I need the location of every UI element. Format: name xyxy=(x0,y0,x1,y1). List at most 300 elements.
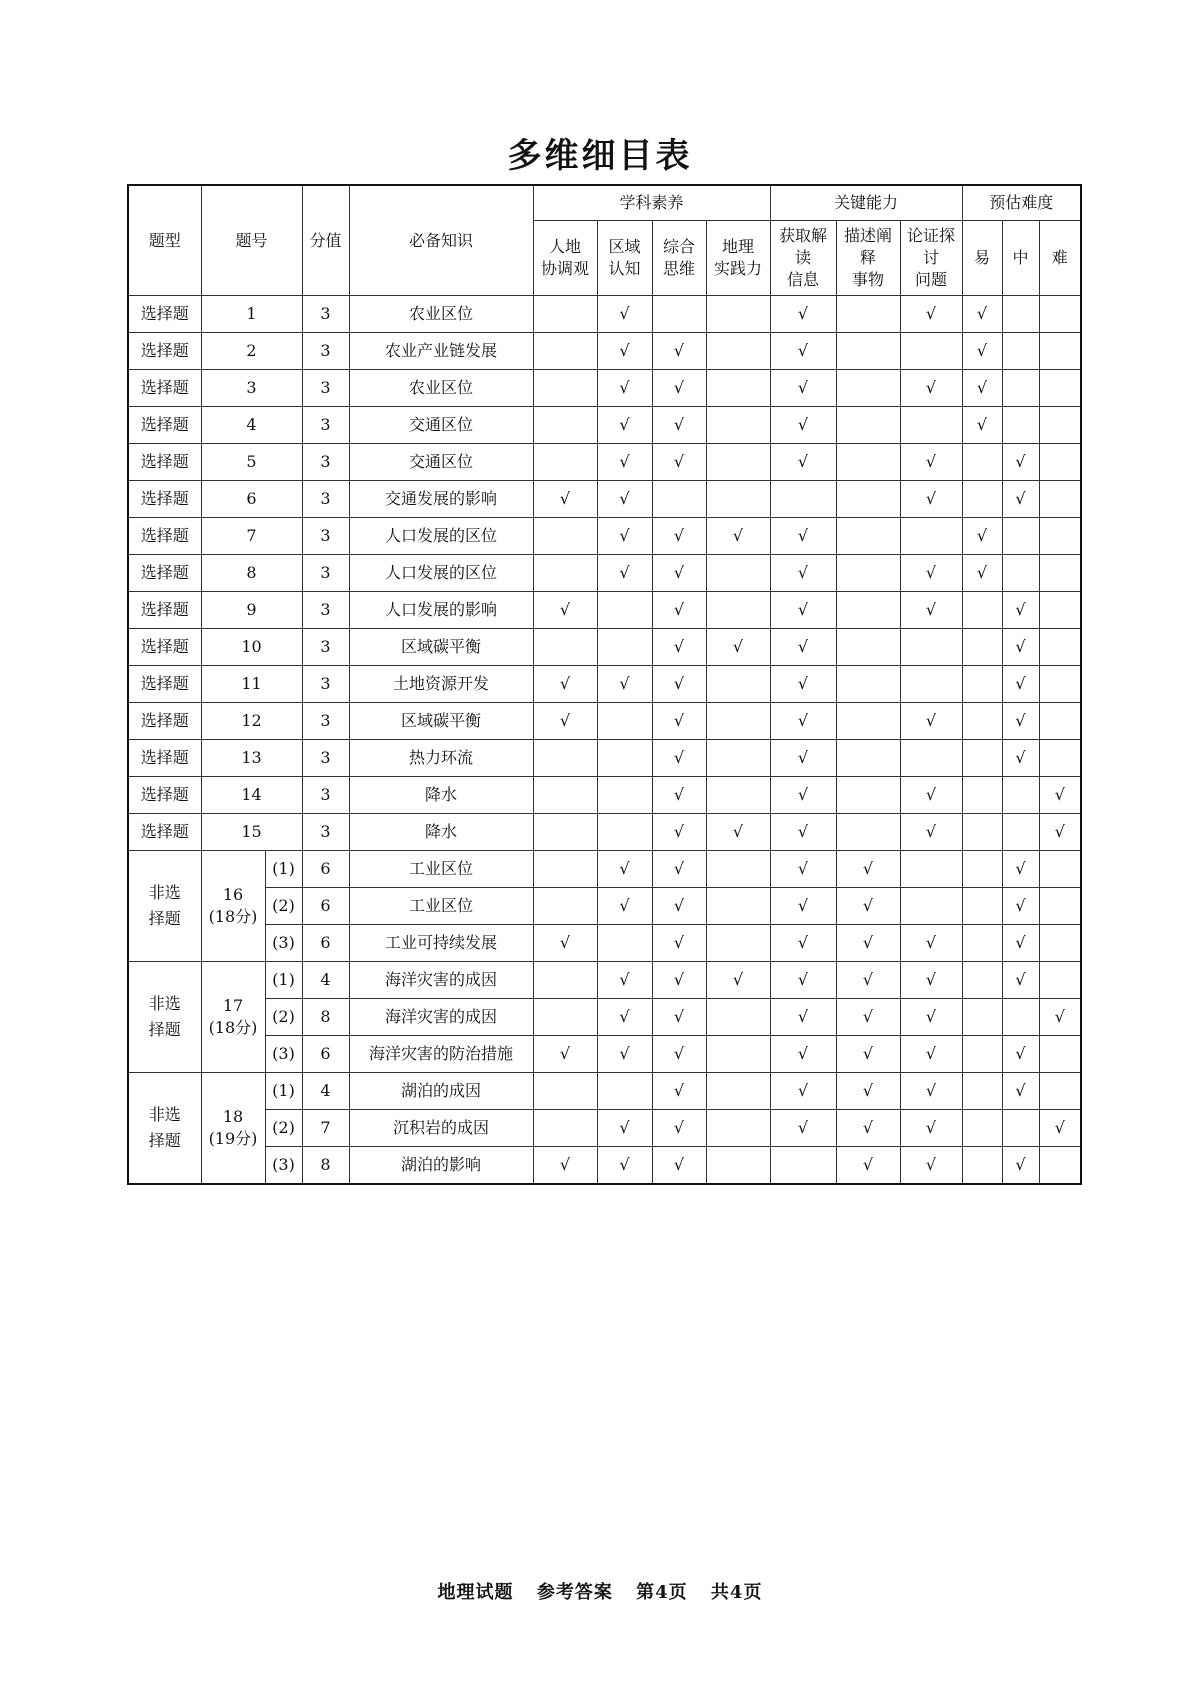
check-cell xyxy=(962,296,1002,333)
question-type: 选择题 xyxy=(128,814,201,851)
check-mark: √ xyxy=(862,859,874,878)
check-cell xyxy=(1039,740,1081,777)
check-cell xyxy=(652,925,706,962)
check-cell xyxy=(836,888,900,925)
check-cell xyxy=(652,666,706,703)
question-number xyxy=(201,851,265,962)
check-cell xyxy=(706,666,770,703)
table-row xyxy=(128,851,1081,888)
question-score: 3 xyxy=(302,518,349,555)
check-mark: √ xyxy=(1015,933,1026,952)
check-cell xyxy=(706,407,770,444)
check-cell xyxy=(900,1073,962,1110)
check-cell xyxy=(962,888,1002,925)
question-score: 4 xyxy=(302,962,349,999)
check-mark: √ xyxy=(976,563,988,582)
table-row xyxy=(128,740,1081,777)
check-cell xyxy=(900,999,962,1036)
check-cell xyxy=(900,518,962,555)
check-cell xyxy=(652,407,706,444)
check-cell xyxy=(706,962,770,999)
table-row xyxy=(128,629,1081,666)
check-mark: √ xyxy=(673,785,685,804)
spec-table xyxy=(127,184,1082,1185)
check-mark: √ xyxy=(673,1118,685,1137)
check-cell xyxy=(1039,555,1081,592)
table-row xyxy=(128,962,1081,999)
table-row xyxy=(128,333,1081,370)
check-mark: √ xyxy=(925,489,937,508)
question-knowledge: 湖泊的影响 xyxy=(349,1147,533,1185)
question-type: 选择题 xyxy=(128,296,201,333)
check-cell xyxy=(533,518,597,555)
check-cell xyxy=(597,962,652,999)
check-mark: √ xyxy=(925,1081,937,1100)
check-mark: √ xyxy=(925,711,937,730)
check-cell xyxy=(533,407,597,444)
check-cell xyxy=(836,444,900,481)
check-cell xyxy=(900,481,962,518)
check-cell xyxy=(706,1073,770,1110)
question-knowledge: 人口发展的影响 xyxy=(349,592,533,629)
table-row xyxy=(128,555,1081,592)
check-mark: √ xyxy=(619,341,630,360)
check-cell xyxy=(652,296,706,333)
check-mark: √ xyxy=(797,674,809,693)
check-cell xyxy=(770,1073,836,1110)
check-cell xyxy=(1039,592,1081,629)
header-group-difficulty: 预估难度 xyxy=(962,185,1081,221)
question-score: 6 xyxy=(302,1036,349,1073)
question-type: 选择题 xyxy=(128,370,201,407)
check-cell xyxy=(1039,1073,1081,1110)
question-number-label: 17 xyxy=(222,996,244,1015)
header-subcol-regional xyxy=(597,221,652,296)
check-cell xyxy=(770,740,836,777)
check-cell xyxy=(652,888,706,925)
check-mark: √ xyxy=(797,378,809,397)
check-mark: √ xyxy=(797,1044,809,1063)
header-line: 认知 xyxy=(608,259,641,278)
question-knowledge: 海洋灾害的成因 xyxy=(349,999,533,1036)
check-cell xyxy=(533,999,597,1036)
check-mark: √ xyxy=(619,970,630,989)
check-cell xyxy=(962,407,1002,444)
check-mark: √ xyxy=(732,637,744,656)
page-footer xyxy=(0,1578,1200,1604)
check-mark: √ xyxy=(925,452,937,471)
footer-doc: 参考答案 xyxy=(536,1582,613,1603)
check-cell xyxy=(533,296,597,333)
check-cell xyxy=(706,1036,770,1073)
check-cell xyxy=(770,888,836,925)
footer-subject: 地理试题 xyxy=(437,1582,514,1603)
check-cell xyxy=(652,740,706,777)
question-score: 6 xyxy=(302,925,349,962)
check-mark: √ xyxy=(673,563,685,582)
question-type: 选择题 xyxy=(128,666,201,703)
check-cell xyxy=(533,333,597,370)
check-cell xyxy=(652,1036,706,1073)
check-cell xyxy=(962,1036,1002,1073)
check-mark: √ xyxy=(673,341,685,360)
question-type: 选择题 xyxy=(128,592,201,629)
check-cell xyxy=(1002,962,1039,999)
question-knowledge: 沉积岩的成因 xyxy=(349,1110,533,1147)
check-cell xyxy=(962,814,1002,851)
check-cell xyxy=(1002,814,1039,851)
check-cell xyxy=(836,703,900,740)
check-cell xyxy=(836,814,900,851)
check-mark: √ xyxy=(1015,859,1026,878)
question-knowledge: 海洋灾害的成因 xyxy=(349,962,533,999)
check-cell xyxy=(706,777,770,814)
check-cell xyxy=(652,703,706,740)
question-score: 6 xyxy=(302,851,349,888)
check-cell xyxy=(836,592,900,629)
check-cell xyxy=(597,481,652,518)
check-cell xyxy=(1039,851,1081,888)
question-number: 9 xyxy=(201,592,302,629)
check-mark: √ xyxy=(925,563,937,582)
check-cell xyxy=(836,1073,900,1110)
check-mark: √ xyxy=(797,1118,809,1137)
sub-question: (1) xyxy=(265,1073,302,1110)
check-cell xyxy=(597,740,652,777)
question-score: 3 xyxy=(302,777,349,814)
question-score: 8 xyxy=(302,1147,349,1185)
page-title: 多维细目表 xyxy=(507,136,693,176)
question-type xyxy=(128,851,201,962)
check-mark: √ xyxy=(619,1007,630,1026)
check-cell xyxy=(1039,703,1081,740)
question-knowledge: 降水 xyxy=(349,777,533,814)
table-row xyxy=(128,999,1081,1036)
check-cell xyxy=(1002,296,1039,333)
check-cell xyxy=(597,814,652,851)
check-mark: √ xyxy=(619,489,630,508)
check-mark: √ xyxy=(673,674,685,693)
question-number: 13 xyxy=(201,740,302,777)
check-cell xyxy=(1039,814,1081,851)
check-cell xyxy=(706,481,770,518)
check-cell xyxy=(836,777,900,814)
table-row xyxy=(128,1036,1081,1073)
check-mark: √ xyxy=(976,341,988,360)
check-mark: √ xyxy=(797,859,809,878)
check-cell xyxy=(533,666,597,703)
table-row xyxy=(128,814,1081,851)
check-mark: √ xyxy=(1015,637,1026,656)
check-cell xyxy=(900,814,962,851)
check-cell xyxy=(1002,1147,1039,1185)
check-cell xyxy=(597,444,652,481)
check-cell xyxy=(1039,666,1081,703)
check-mark: √ xyxy=(925,970,937,989)
question-score: 6 xyxy=(302,888,349,925)
question-type-label: 非选择题 xyxy=(148,994,181,1039)
question-score: 7 xyxy=(302,1110,349,1147)
check-cell xyxy=(770,703,836,740)
header-line: 实践力 xyxy=(714,259,763,278)
check-cell xyxy=(770,1147,836,1185)
check-cell xyxy=(1002,1073,1039,1110)
question-score: 3 xyxy=(302,333,349,370)
check-cell xyxy=(652,481,706,518)
header-subcol-argue xyxy=(900,221,962,296)
header-line: 事物 xyxy=(852,270,885,289)
question-knowledge: 交通区位 xyxy=(349,407,533,444)
check-mark: √ xyxy=(797,600,809,619)
check-cell xyxy=(533,1147,597,1185)
check-cell xyxy=(533,777,597,814)
header-subcol-practice xyxy=(706,221,770,296)
check-mark: √ xyxy=(619,859,630,878)
check-cell xyxy=(533,814,597,851)
question-type: 选择题 xyxy=(128,407,201,444)
question-number xyxy=(201,1073,265,1185)
question-number: 2 xyxy=(201,333,302,370)
sub-question: (3) xyxy=(265,925,302,962)
check-cell xyxy=(962,962,1002,999)
question-points-label: (19分) xyxy=(208,1129,258,1148)
check-cell xyxy=(962,925,1002,962)
check-cell xyxy=(1002,1110,1039,1147)
check-cell xyxy=(652,1110,706,1147)
check-mark: √ xyxy=(862,1044,874,1063)
check-mark: √ xyxy=(1054,785,1065,804)
check-cell xyxy=(652,814,706,851)
check-cell xyxy=(652,851,706,888)
check-mark: √ xyxy=(673,711,685,730)
check-mark: √ xyxy=(797,1007,809,1026)
question-score: 4 xyxy=(302,1073,349,1110)
check-cell xyxy=(900,740,962,777)
sub-question: (2) xyxy=(265,888,302,925)
question-knowledge: 工业可持续发展 xyxy=(349,925,533,962)
header-type: 题型 xyxy=(128,185,201,296)
check-cell xyxy=(1002,481,1039,518)
check-cell xyxy=(597,370,652,407)
check-cell xyxy=(836,481,900,518)
check-mark: √ xyxy=(1015,1081,1026,1100)
check-cell xyxy=(962,444,1002,481)
question-number: 4 xyxy=(201,407,302,444)
check-cell xyxy=(652,444,706,481)
check-mark: √ xyxy=(797,785,809,804)
check-cell xyxy=(1002,444,1039,481)
check-cell xyxy=(1039,407,1081,444)
question-type xyxy=(128,1073,201,1185)
question-number xyxy=(201,962,265,1073)
check-cell xyxy=(1002,370,1039,407)
check-cell xyxy=(1002,851,1039,888)
table-row xyxy=(128,518,1081,555)
check-cell xyxy=(1002,333,1039,370)
question-points-label: (18分) xyxy=(208,1018,258,1037)
check-cell xyxy=(1002,777,1039,814)
question-number: 11 xyxy=(201,666,302,703)
check-mark: √ xyxy=(559,933,571,952)
table-row xyxy=(128,777,1081,814)
check-mark: √ xyxy=(976,526,988,545)
table-row xyxy=(128,666,1081,703)
check-cell xyxy=(533,555,597,592)
header-line: 信息 xyxy=(787,270,820,289)
check-mark: √ xyxy=(862,1081,874,1100)
header-group-literacy: 学科素养 xyxy=(533,185,770,221)
check-cell xyxy=(900,407,962,444)
check-cell xyxy=(900,333,962,370)
check-cell xyxy=(962,518,1002,555)
check-cell xyxy=(597,555,652,592)
check-mark: √ xyxy=(797,637,809,656)
check-cell xyxy=(533,444,597,481)
header-knowledge: 必备知识 xyxy=(349,185,533,296)
check-cell xyxy=(652,1073,706,1110)
header-line: 思维 xyxy=(663,259,696,278)
table-row xyxy=(128,407,1081,444)
question-type: 选择题 xyxy=(128,444,201,481)
check-cell xyxy=(652,777,706,814)
header-line: 获取解读 xyxy=(779,226,828,267)
header-line: 论证探讨 xyxy=(907,226,956,267)
check-mark: √ xyxy=(925,822,937,841)
check-mark: √ xyxy=(925,785,937,804)
check-mark: √ xyxy=(797,563,809,582)
table-row xyxy=(128,1073,1081,1110)
check-cell xyxy=(1002,629,1039,666)
sub-question: (1) xyxy=(265,851,302,888)
check-mark: √ xyxy=(797,1081,809,1100)
check-cell xyxy=(770,407,836,444)
check-mark: √ xyxy=(925,1007,937,1026)
sub-question: (3) xyxy=(265,1036,302,1073)
check-cell xyxy=(652,333,706,370)
check-cell xyxy=(533,1073,597,1110)
check-mark: √ xyxy=(673,896,685,915)
header-subcol-easy: 易 xyxy=(962,221,1002,296)
check-cell xyxy=(1002,703,1039,740)
check-cell xyxy=(1039,962,1081,999)
check-mark: √ xyxy=(925,933,937,952)
question-score: 3 xyxy=(302,296,349,333)
check-cell xyxy=(770,1036,836,1073)
check-cell xyxy=(597,1147,652,1185)
question-number-label: 18 xyxy=(222,1107,244,1126)
check-cell xyxy=(962,1110,1002,1147)
question-score: 3 xyxy=(302,370,349,407)
check-mark: √ xyxy=(619,1155,630,1174)
check-mark: √ xyxy=(797,748,809,767)
check-mark: √ xyxy=(862,1007,874,1026)
question-score: 3 xyxy=(302,555,349,592)
check-cell xyxy=(597,629,652,666)
check-mark: √ xyxy=(862,933,874,952)
check-cell xyxy=(962,1147,1002,1185)
check-cell xyxy=(900,703,962,740)
check-cell xyxy=(706,518,770,555)
check-cell xyxy=(706,1147,770,1185)
question-number-label: 16 xyxy=(222,885,244,904)
question-score: 3 xyxy=(302,444,349,481)
check-cell xyxy=(597,1036,652,1073)
question-number: 15 xyxy=(201,814,302,851)
question-score: 3 xyxy=(302,814,349,851)
check-mark: √ xyxy=(976,415,988,434)
header-line: 协调观 xyxy=(541,259,590,278)
check-cell xyxy=(706,1110,770,1147)
check-cell xyxy=(533,370,597,407)
question-knowledge: 湖泊的成因 xyxy=(349,1073,533,1110)
check-mark: √ xyxy=(619,1118,630,1137)
question-number: 3 xyxy=(201,370,302,407)
check-mark: √ xyxy=(673,1044,685,1063)
check-cell xyxy=(836,962,900,999)
check-cell xyxy=(706,999,770,1036)
check-cell xyxy=(962,1073,1002,1110)
check-cell xyxy=(900,925,962,962)
check-cell xyxy=(770,814,836,851)
question-points-label: (18分) xyxy=(208,907,258,926)
table-row xyxy=(128,1147,1081,1185)
check-mark: √ xyxy=(797,711,809,730)
check-mark: √ xyxy=(925,1155,937,1174)
check-mark: √ xyxy=(797,896,809,915)
check-cell xyxy=(652,592,706,629)
table-row xyxy=(128,370,1081,407)
check-cell xyxy=(1039,444,1081,481)
sub-question: (1) xyxy=(265,962,302,999)
check-mark: √ xyxy=(673,970,685,989)
check-cell xyxy=(1002,925,1039,962)
check-cell xyxy=(1002,888,1039,925)
check-cell xyxy=(900,1110,962,1147)
check-cell xyxy=(1002,592,1039,629)
check-cell xyxy=(1002,555,1039,592)
question-number: 5 xyxy=(201,444,302,481)
check-cell xyxy=(706,888,770,925)
check-cell xyxy=(597,999,652,1036)
check-cell xyxy=(900,370,962,407)
question-score: 3 xyxy=(302,407,349,444)
check-cell xyxy=(652,370,706,407)
question-type-label: 非选择题 xyxy=(148,883,181,928)
question-type: 选择题 xyxy=(128,481,201,518)
check-cell xyxy=(836,518,900,555)
check-mark: √ xyxy=(862,970,874,989)
check-mark: √ xyxy=(619,526,630,545)
question-type: 选择题 xyxy=(128,555,201,592)
check-cell xyxy=(770,1110,836,1147)
check-cell xyxy=(1039,999,1081,1036)
check-cell xyxy=(1002,740,1039,777)
check-cell xyxy=(1002,518,1039,555)
question-type: 选择题 xyxy=(128,333,201,370)
check-mark: √ xyxy=(797,933,809,952)
check-mark: √ xyxy=(1015,489,1026,508)
check-cell xyxy=(1039,481,1081,518)
check-cell xyxy=(1039,296,1081,333)
check-cell xyxy=(836,851,900,888)
check-cell xyxy=(1039,1110,1081,1147)
check-mark: √ xyxy=(619,1044,630,1063)
check-cell xyxy=(652,629,706,666)
check-cell xyxy=(652,518,706,555)
check-cell xyxy=(597,925,652,962)
check-mark: √ xyxy=(673,415,685,434)
check-cell xyxy=(770,333,836,370)
